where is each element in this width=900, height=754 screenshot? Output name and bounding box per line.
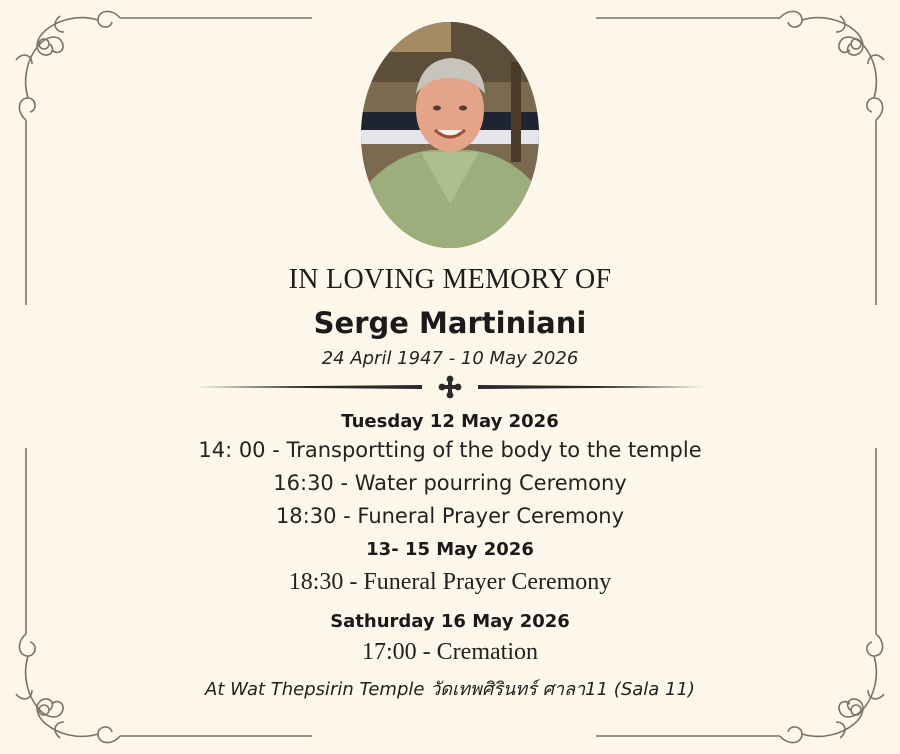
- day3-event-1: 17:00 - Cremation: [362, 639, 538, 665]
- cross-divider: [196, 374, 704, 400]
- day1-event-2: 16:30 - Water pourring Ceremony: [273, 471, 627, 495]
- cross-icon: [439, 376, 462, 399]
- memory-kicker: IN LOVING MEMORY OF: [288, 264, 612, 295]
- day2-date: 13- 15 May 2026: [366, 539, 534, 560]
- day1-event-1: 14: 00 - Transportting of the body to the temple: [198, 438, 702, 462]
- portrait-illustration: [361, 22, 539, 248]
- day3-date: Sathurday 16 May 2026: [330, 611, 570, 632]
- day1-date: Tuesday 12 May 2026: [341, 411, 559, 432]
- life-dates: 24 April 1947 - 10 May 2026: [321, 348, 579, 369]
- day2-event-1: 18:30 - Funeral Prayer Ceremony: [288, 569, 612, 595]
- venue-line: At Wat Thepsirin Temple วัดเทพศิรินทร์ ศาลา11 (Sala 11): [205, 679, 695, 700]
- portrait-photo: [361, 22, 539, 248]
- day1-event-3: 18:30 - Funeral Prayer Ceremony: [275, 504, 625, 528]
- deceased-name: Serge Martiniani: [313, 306, 587, 340]
